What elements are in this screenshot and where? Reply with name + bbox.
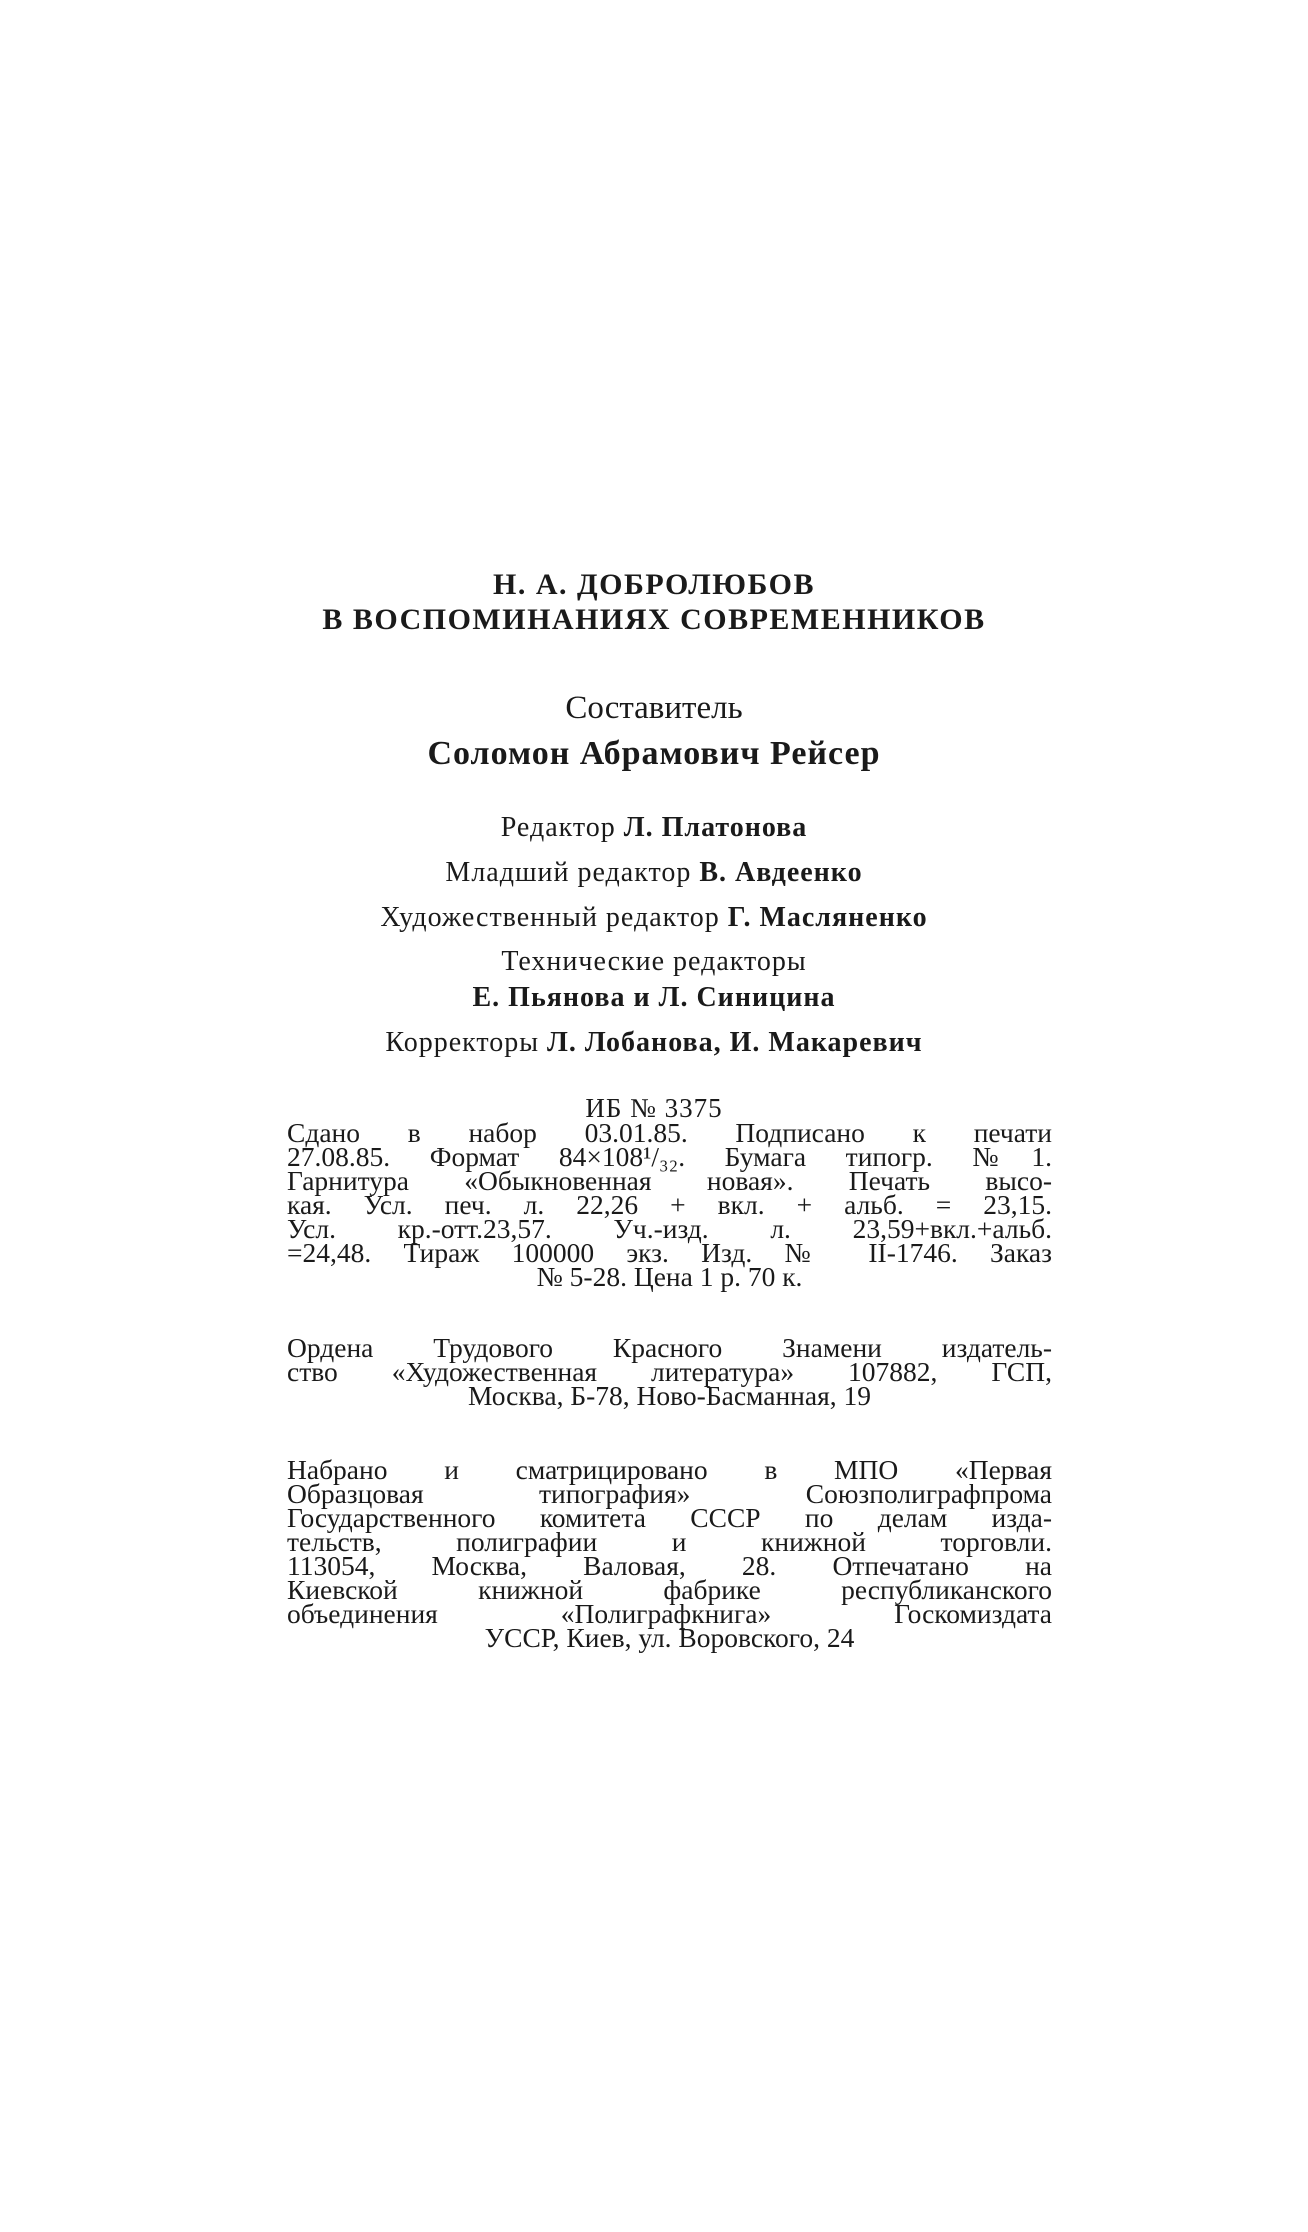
book-title-main: В ВОСПОМИНАНИЯХ СОВРЕМЕННИКОВ: [322, 603, 986, 636]
ib-number: ИБ № 3375: [585, 1093, 723, 1123]
credit-proofreaders-role: Корректоры: [385, 1027, 540, 1058]
production-line: кая. Усл. печ. л. 22,26 + вкл. + альб. = 23,15.: [287, 1189, 1052, 1220]
credit-tech-editors-role: Технические редакторы: [501, 946, 807, 977]
printer-line: Государственного комитета СССР по делам изда-: [287, 1502, 1052, 1533]
printer-line-last: УССР, Киев, ул. Воровского, 24: [484, 1622, 855, 1653]
credit-proofreaders: [0, 1027, 1308, 1059]
credit-art-editor-name: Г. Масляненко: [727, 902, 928, 933]
production-line-last: № 5-28. Цена 1 р. 70 к.: [536, 1261, 803, 1292]
printer-line: Образцовая типография» Союзполиграфпрома: [287, 1478, 1052, 1509]
credit-art-editor: [0, 902, 1308, 934]
printer-block: [287, 1454, 1052, 1653]
compiler-name: Соломон Абрамович Рейсер: [427, 735, 881, 772]
credit-tech-editors: [0, 982, 1308, 1014]
credit-art-editor-role: Художественный редактор: [380, 902, 720, 933]
printer-line: Киевской книжной фабрике республиканского: [287, 1574, 1052, 1605]
credit-tech-editors-names: Е. Пьянова и Л. Синицина: [472, 982, 836, 1013]
printer-line: тельств, полиграфии и книжной торговли.: [287, 1526, 1052, 1557]
production-line: Гарнитура «Обыкновенная новая». Печать высо-: [287, 1165, 1052, 1196]
production-line: Сдано в набор 03.01.85. Подписано к печати: [287, 1117, 1052, 1148]
publisher-line-last: Москва, Б-78, Ново-Басманная, 19: [467, 1380, 872, 1411]
book-title-author: Н. А. ДОБРОЛЮБОВ: [493, 568, 815, 601]
credit-proofreaders-names: Л. Лобанова, И. Макаревич: [547, 1027, 923, 1058]
printer-line: 113054, Москва, Валовая, 28. Отпечатано на: [287, 1550, 1052, 1581]
printer-line: Набрано и сматрицировано в МПО «Первая: [287, 1454, 1052, 1485]
credit-editor: [0, 812, 1308, 844]
production-block: [287, 1117, 1052, 1292]
credit-junior-editor-role: Младший редактор: [445, 857, 692, 888]
publisher-block: [287, 1332, 1052, 1411]
production-line: =24,48. Тираж 100000 экз. Изд. № II-1746. Заказ: [287, 1237, 1052, 1268]
production-line: 27.08.85. Формат 84×108¹/₃₂. Бумага типогр. №1.: [287, 1141, 1052, 1172]
publisher-line: ство «Художественная литература» 107882, ГСП,: [287, 1356, 1052, 1387]
publisher-line: Ордена Трудового Красного Знамени издатель-: [287, 1332, 1052, 1363]
credit-editor-role: Редактор: [500, 812, 616, 843]
compiler-label: Составитель: [565, 690, 743, 726]
credit-editor-name: Л. Платонова: [623, 812, 808, 843]
credit-junior-editor-name: В. Авдеенко: [699, 857, 863, 888]
credit-junior-editor: [0, 857, 1308, 889]
production-line: Усл. кр.-отт.23,57. Уч.-изд. л. 23,59+вкл.+альб.: [287, 1213, 1052, 1244]
printer-line: объединения «Полиграфкнига» Госкомиздата: [287, 1598, 1052, 1629]
